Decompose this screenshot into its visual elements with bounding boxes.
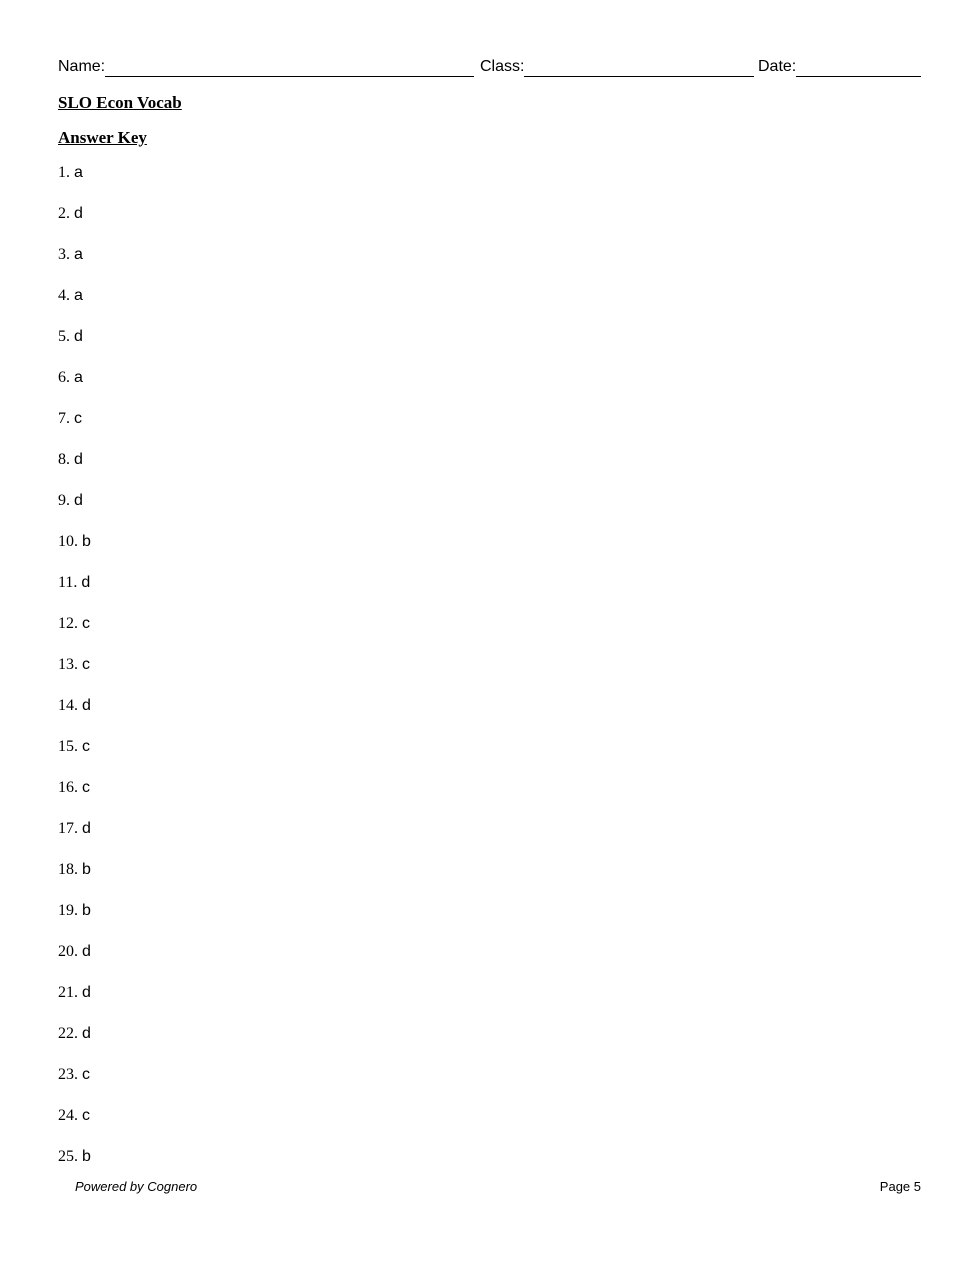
answer-letter: a [74, 246, 83, 263]
answer-number: 17. [58, 820, 78, 837]
answer-letter: c [82, 738, 90, 755]
answer-number: 12. [58, 615, 78, 632]
answer-item [58, 409, 91, 450]
answer-letter: b [82, 861, 91, 878]
answer-item [58, 819, 91, 860]
student-info-header [58, 58, 921, 78]
name-label: Name: [58, 58, 106, 75]
answer-item [58, 573, 91, 614]
answer-number: 25. [58, 1148, 78, 1165]
answer-item [58, 327, 91, 368]
date-blank-line [796, 76, 921, 77]
answer-number: 15. [58, 738, 78, 755]
answer-number: 5. [58, 328, 70, 345]
answer-letter: d [82, 984, 91, 1001]
class-label: Class: [480, 58, 525, 75]
answer-number: 8. [58, 451, 70, 468]
powered-by-footer: Powered by Cognero [75, 1179, 198, 1194]
answer-item [58, 1065, 91, 1106]
answer-number: 23. [58, 1066, 78, 1083]
answer-number: 18. [58, 861, 78, 878]
answer-item [58, 860, 91, 901]
answer-item [58, 532, 91, 573]
answer-letter: d [74, 492, 83, 509]
answer-number: 10. [58, 533, 78, 550]
answer-letter: c [82, 615, 90, 632]
answer-letter: c [74, 410, 82, 427]
answer-number: 4. [58, 287, 70, 304]
answer-letter: b [82, 902, 91, 919]
answer-letter: c [82, 656, 90, 673]
answer-item [58, 942, 91, 983]
answer-number: 24. [58, 1107, 78, 1124]
answer-letter: b [82, 533, 91, 550]
answer-item [58, 450, 91, 491]
answer-number: 16. [58, 779, 78, 796]
answer-number: 3. [58, 246, 70, 263]
answer-item [58, 491, 91, 532]
answer-number: 7. [58, 410, 70, 427]
answer-number: 13. [58, 656, 78, 673]
answer-number: 19. [58, 902, 78, 919]
answer-item [58, 1024, 91, 1065]
answer-item [58, 286, 91, 327]
answer-letter: d [74, 451, 83, 468]
date-label: Date: [758, 58, 797, 75]
answer-item [58, 614, 91, 655]
answer-letter: a [74, 164, 83, 181]
answer-letter: b [82, 1148, 91, 1165]
answer-letter: c [82, 779, 90, 796]
answer-item [58, 204, 91, 245]
answer-number: 2. [58, 205, 70, 222]
answer-number: 14. [58, 697, 78, 714]
answer-letter: d [74, 205, 83, 222]
answer-item [58, 696, 91, 737]
answer-item [58, 245, 91, 286]
name-blank-line [105, 76, 474, 77]
answer-number: 22. [58, 1025, 78, 1042]
answer-letter: c [82, 1107, 90, 1124]
answer-number: 1. [58, 164, 70, 181]
page-number: Page 5 [879, 1179, 921, 1194]
document-title: SLO Econ Vocab [58, 93, 182, 112]
answer-letter: a [74, 287, 83, 304]
class-blank-line [524, 76, 754, 77]
answer-number: 6. [58, 369, 70, 386]
answer-letter: d [82, 820, 91, 837]
answer-letter: d [82, 943, 91, 960]
answer-letter: a [74, 369, 83, 386]
answer-letter: d [82, 1025, 91, 1042]
answer-item [58, 778, 91, 819]
answer-number: 9. [58, 492, 70, 509]
answer-key-heading: Answer Key [58, 128, 147, 147]
answer-list [58, 163, 91, 1188]
answer-item [58, 737, 91, 778]
answer-item [58, 983, 91, 1024]
answer-number: 21. [58, 984, 78, 1001]
answer-letter: c [82, 1066, 90, 1083]
answer-letter: d [81, 574, 91, 591]
answer-item [58, 1106, 91, 1147]
answer-item [58, 368, 91, 409]
answer-number: 20. [58, 943, 78, 960]
answer-item [58, 163, 91, 204]
answer-letter: d [74, 328, 83, 345]
answer-item [58, 655, 91, 696]
answer-letter: d [82, 697, 91, 714]
answer-number: 11. [58, 574, 78, 591]
answer-item [58, 901, 91, 942]
